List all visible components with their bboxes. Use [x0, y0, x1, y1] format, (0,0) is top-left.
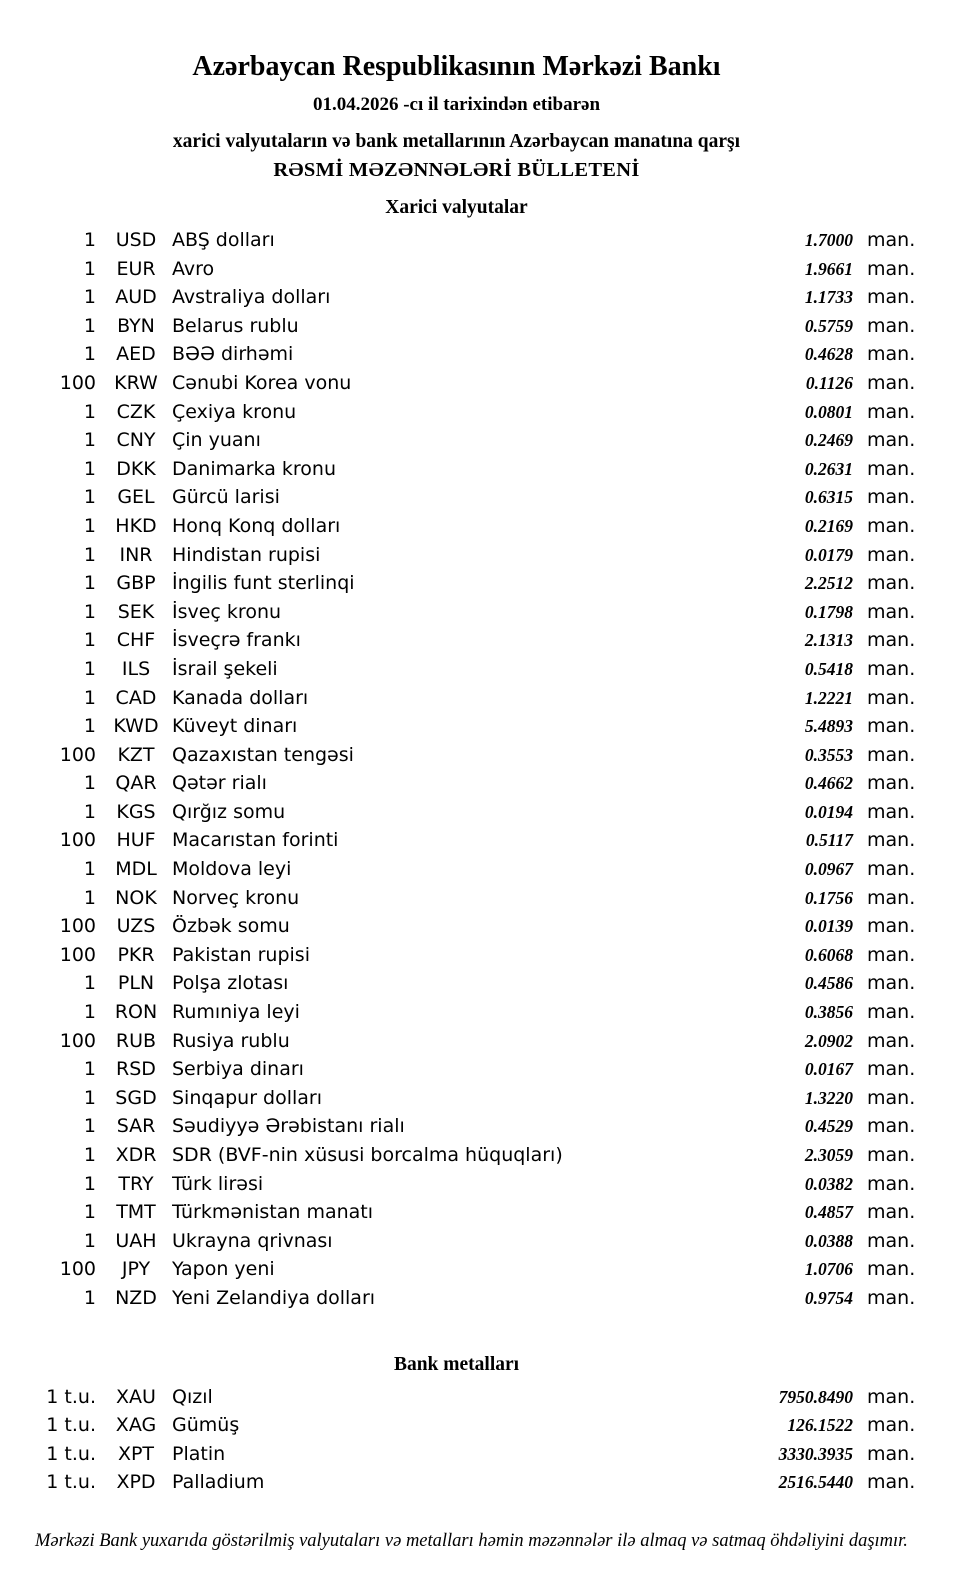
unit-label: man. [867, 371, 916, 394]
currency-name: Çexiya kronu [172, 400, 297, 423]
unit-label: man. [867, 1385, 916, 1408]
currency-name: Kanada dolları [172, 686, 309, 709]
currency-name: Özbək somu [172, 915, 290, 938]
unit-label: man. [867, 1258, 916, 1281]
currency-name: Avstraliya dolları [172, 286, 331, 309]
quantity: 1 [83, 1001, 96, 1024]
currency-section [0, 196, 916, 1313]
quantity: 1 [83, 715, 96, 738]
quantity: 100 [59, 915, 96, 938]
currency-name: Platin [172, 1442, 226, 1465]
quantity: 1 t.u. [46, 1471, 96, 1494]
rate-row [0, 398, 916, 427]
quantity: 1 [83, 886, 96, 909]
quantity: 1 [83, 1086, 96, 1109]
unit-label: man. [867, 314, 916, 337]
currency-name: Gümüş [172, 1414, 240, 1437]
currency-code: XDR [115, 1144, 157, 1166]
currency-code: DKK [116, 457, 156, 480]
rate-row [0, 998, 916, 1027]
unit-label: man. [867, 1172, 916, 1195]
quantity: 100 [59, 1029, 96, 1052]
currency-name: Yapon yeni [172, 1258, 275, 1281]
disclaimer-text: Mərkəzi Bank yuxarıda göstərilmiş valyutaları və metalları həmin məzənnələr ilə almaq və satmaq öhdəliyini daşımır. [35, 1530, 908, 1551]
rate-row [0, 1255, 916, 1284]
currency-code: PLN [117, 972, 155, 995]
rate-value: 0.4529 [804, 1116, 853, 1137]
rate-value: 0.0179 [804, 544, 853, 565]
rate-row [0, 512, 916, 541]
currency-code: NZD [115, 1286, 157, 1309]
quantity: 1 [83, 1172, 96, 1195]
unit-label: man. [867, 1471, 916, 1494]
currency-code: KWD [113, 715, 159, 738]
rate-value: 0.0139 [804, 916, 853, 937]
currency-name: Serbiya dinarı [172, 1058, 304, 1081]
currency-code: ILS [121, 657, 151, 680]
rate-value: 0.5117 [805, 830, 853, 851]
unit-label: man. [867, 486, 916, 509]
rate-row [0, 1284, 916, 1313]
quantity: 1 [83, 600, 96, 623]
currency-name: Qırğız somu [172, 800, 286, 823]
currency-code: RON [114, 1001, 158, 1024]
section-title-currencies: Xarici valyutalar [385, 197, 528, 218]
rate-value: 1.7000 [804, 230, 853, 250]
section-title-metals: Bank metalları [393, 1353, 520, 1375]
currency-code: UAH [115, 1229, 157, 1252]
quantity: 100 [59, 1258, 96, 1281]
unit-label: man. [867, 1201, 916, 1224]
currency-code: RSD [116, 1058, 156, 1081]
currency-name: Gürcü larisi [172, 486, 280, 509]
quantity: 1 t.u. [46, 1414, 96, 1437]
rate-value: 0.6068 [804, 944, 853, 965]
rate-row [0, 884, 916, 913]
quantity: 1 [83, 972, 96, 995]
unit-label: man. [867, 514, 916, 537]
rate-row [0, 426, 916, 455]
currency-code: CNY [116, 429, 156, 452]
rate-value: 0.4586 [804, 973, 853, 994]
currency-name: Macarıstan forinti [172, 829, 339, 852]
currency-name: Türk lirəsi [172, 1172, 264, 1195]
rate-row [0, 541, 916, 570]
unit-label: man. [867, 772, 916, 795]
currency-name: İsveçrə frankı [172, 629, 301, 652]
rate-row [0, 283, 916, 312]
quantity: 1 [83, 543, 96, 566]
quantity: 1 [83, 314, 96, 337]
rate-value: 0.5418 [804, 658, 853, 679]
rate-row [0, 1383, 916, 1412]
unit-label: man. [867, 858, 916, 881]
rate-value: 0.0382 [804, 1173, 853, 1194]
rate-value: 1.2221 [804, 687, 853, 708]
rate-value: 0.6315 [804, 487, 853, 508]
quantity: 1 [83, 1229, 96, 1252]
currency-name: ABŞ dolları [172, 229, 275, 251]
currency-name: Ukrayna qrivnası [172, 1229, 333, 1252]
quantity: 1 [83, 572, 96, 595]
rate-row [0, 1468, 916, 1497]
quantity: 1 [83, 657, 96, 680]
currency-name: BƏƏ dirhəmi [172, 343, 294, 366]
currency-name: Rusiya rublu [172, 1029, 290, 1052]
unit-label: man. [867, 915, 916, 938]
currency-code: BYN [117, 314, 155, 337]
quantity: 1 [83, 257, 96, 280]
quantity: 1 [83, 1286, 96, 1309]
currency-code: PKR [117, 943, 155, 966]
bulletin-title: RƏSMİ MƏZƏNNƏLƏRİ BÜLLETENİ [273, 159, 640, 181]
rate-row [0, 769, 916, 798]
currency-code: QAR [115, 772, 157, 795]
rate-value: 0.1798 [804, 601, 853, 622]
rate-value: 0.2169 [804, 515, 853, 536]
quantity: 1 [83, 400, 96, 423]
rate-row [0, 855, 916, 884]
rate-value: 0.0967 [804, 859, 853, 880]
quantity: 1 [83, 1201, 96, 1224]
currency-table [0, 226, 916, 1313]
currency-code: SAR [116, 1115, 156, 1138]
currency-code: CHF [116, 629, 156, 652]
rate-row [0, 712, 916, 741]
unit-label: man. [867, 886, 916, 909]
unit-label: man. [867, 400, 916, 423]
unit-label: man. [867, 257, 916, 280]
rate-row [0, 1084, 916, 1113]
unit-label: man. [867, 1144, 916, 1166]
rate-row [0, 1141, 916, 1170]
rate-row [0, 312, 916, 341]
rate-value: 0.9754 [804, 1287, 853, 1308]
unit-label: man. [867, 1029, 916, 1052]
rate-value: 3330.3935 [778, 1443, 853, 1464]
rate-value: 0.0194 [804, 801, 853, 822]
currency-name: İsrail şekeli [172, 657, 278, 680]
rate-value: 0.4662 [804, 773, 853, 794]
rate-row [0, 340, 916, 369]
currency-code: XPT [117, 1442, 155, 1465]
currency-name: Rumıniya leyi [172, 1001, 300, 1024]
quantity: 1 [83, 686, 96, 709]
unit-label: man. [867, 572, 916, 595]
rate-row [0, 226, 916, 255]
quantity: 1 [83, 1144, 96, 1166]
rate-value: 0.5759 [804, 315, 853, 336]
currency-code: UZS [116, 915, 156, 938]
currency-name: Honq Konq dolları [172, 514, 341, 537]
quantity: 1 [83, 429, 96, 452]
currency-code: XAG [115, 1414, 157, 1437]
quantity: 1 [83, 486, 96, 509]
currency-name: Polşa zlotası [172, 972, 289, 995]
rate-value: 1.9661 [804, 258, 853, 279]
currency-code: INR [119, 543, 153, 566]
rate-value: 0.0801 [804, 401, 853, 422]
currency-code: KZT [117, 743, 155, 766]
rate-row [0, 1055, 916, 1084]
unit-label: man. [867, 229, 916, 251]
rate-value: 126.1522 [787, 1415, 853, 1436]
rate-value: 2516.5440 [778, 1472, 853, 1493]
unit-label: man. [867, 943, 916, 966]
currency-code: XPD [116, 1471, 156, 1494]
rate-row [0, 684, 916, 713]
currency-name: Hindistan rupisi [172, 543, 321, 566]
currency-code: GBP [116, 572, 156, 595]
currency-code: NOK [115, 886, 157, 909]
rate-row [0, 1027, 916, 1056]
unit-label: man. [867, 343, 916, 366]
currency-name: İngilis funt sterlinqi [172, 572, 355, 595]
rate-row [0, 1170, 916, 1199]
quantity: 1 t.u. [46, 1442, 96, 1465]
currency-name: Yeni Zelandiya dolları [172, 1286, 376, 1309]
unit-label: man. [867, 1001, 916, 1024]
rate-row [0, 969, 916, 998]
rate-value: 0.0167 [804, 1059, 853, 1080]
rate-row [0, 1198, 916, 1227]
currency-code: KGS [116, 800, 156, 823]
bulletin-subtitle: xarici valyutaların və bank metallarının Azərbaycan manatına qarşı [172, 131, 741, 152]
quantity: 1 [83, 1115, 96, 1138]
currency-name: Norveç kronu [172, 886, 300, 909]
currency-name: Türkmənistan manatı [172, 1201, 374, 1224]
rate-value: 0.3856 [804, 1002, 853, 1023]
rate-value: 1.3220 [804, 1087, 853, 1108]
quantity: 1 [83, 772, 96, 795]
unit-label: man. [867, 1286, 916, 1309]
currency-name: Səudiyyə Ərəbistanı rialı [172, 1115, 405, 1138]
currency-name: Çin yuanı [172, 429, 261, 452]
currency-code: USD [115, 229, 157, 251]
currency-code: GEL [117, 486, 155, 509]
unit-label: man. [867, 715, 916, 738]
unit-label: man. [867, 1115, 916, 1138]
currency-code: TRY [118, 1172, 154, 1195]
currency-code: RUB [115, 1029, 157, 1052]
unit-label: man. [867, 829, 916, 852]
currency-name: Qətər rialı [172, 772, 267, 795]
rate-value: 7950.8490 [778, 1386, 853, 1407]
rate-value: 0.4628 [804, 344, 853, 365]
quantity: 1 [83, 457, 96, 480]
unit-label: man. [867, 657, 916, 680]
currency-code: SGD [115, 1086, 157, 1109]
rate-row [0, 912, 916, 941]
currency-code: AED [116, 343, 156, 366]
quantity: 1 [83, 343, 96, 366]
rate-row [0, 569, 916, 598]
quantity: 1 t.u. [46, 1385, 96, 1408]
rate-row [0, 598, 916, 627]
currency-name: Qızıl [172, 1385, 213, 1408]
rate-row [0, 1411, 916, 1440]
rate-value: 5.4893 [804, 716, 853, 737]
currency-code: CAD [115, 686, 157, 709]
unit-label: man. [867, 1414, 916, 1437]
currency-name: Belarus rublu [172, 314, 299, 337]
currency-name: Cənubi Korea vonu [172, 371, 352, 394]
unit-label: man. [867, 1058, 916, 1081]
rate-value: 1.1733 [804, 287, 853, 308]
quantity: 1 [83, 858, 96, 881]
currency-name: Pakistan rupisi [172, 943, 310, 966]
rate-row [0, 655, 916, 684]
quantity: 1 [83, 286, 96, 309]
rate-value: 0.3553 [804, 744, 853, 765]
currency-code: XAU [116, 1385, 156, 1408]
currency-name: Sinqapur dolları [172, 1086, 323, 1109]
currency-name: İsveç kronu [172, 600, 282, 623]
currency-code: EUR [116, 257, 156, 280]
rate-value: 2.2512 [804, 573, 853, 594]
rate-value: 0.1756 [804, 887, 853, 908]
unit-label: man. [867, 800, 916, 823]
currency-name: Küveyt dinarı [172, 715, 298, 738]
rate-row [0, 626, 916, 655]
unit-label: man. [867, 543, 916, 566]
unit-label: man. [867, 743, 916, 766]
currency-name: Avro [172, 257, 215, 280]
quantity: 1 [83, 1058, 96, 1081]
currency-name: Moldova leyi [172, 858, 292, 881]
unit-label: man. [867, 600, 916, 623]
rate-row [0, 826, 916, 855]
rate-value: 0.2469 [804, 430, 853, 451]
currency-code: CZK [116, 400, 156, 423]
quantity: 100 [59, 371, 96, 394]
rate-row [0, 1440, 916, 1469]
rate-value: 0.4857 [804, 1202, 853, 1223]
bulletin-header [0, 50, 913, 184]
rate-row [0, 455, 916, 484]
currency-name: Danimarka kronu [172, 457, 337, 480]
unit-label: man. [867, 429, 916, 452]
rate-row [0, 483, 916, 512]
rate-row [0, 255, 916, 284]
currency-code: KRW [114, 371, 158, 394]
rate-value: 0.2631 [804, 458, 853, 479]
rate-row [0, 369, 916, 398]
currency-name: Palladium [172, 1471, 265, 1494]
unit-label: man. [867, 1086, 916, 1109]
effective-date: 01.04.2026 -cı il tarixindən etibarən [312, 94, 601, 115]
unit-label: man. [867, 686, 916, 709]
currency-name: SDR (BVF-nin xüsusi borcalma hüquqları) [172, 1144, 563, 1166]
rate-value: 2.0902 [804, 1030, 853, 1051]
unit-label: man. [867, 1229, 916, 1252]
rate-row [0, 798, 916, 827]
currency-code: SEK [117, 600, 155, 623]
currency-name: Qazaxıstan tengəsi [172, 743, 354, 766]
rate-value: 2.1313 [804, 630, 853, 651]
metals-table [0, 1383, 916, 1497]
quantity: 1 [83, 629, 96, 652]
unit-label: man. [867, 286, 916, 309]
rate-value: 2.3059 [804, 1145, 853, 1165]
rate-row [0, 1112, 916, 1141]
quantity: 1 [83, 514, 96, 537]
unit-label: man. [867, 972, 916, 995]
quantity: 100 [59, 943, 96, 966]
rate-value: 0.1126 [805, 372, 853, 393]
currency-code: TMT [116, 1201, 156, 1224]
currency-code: JPY [121, 1258, 151, 1281]
unit-label: man. [867, 457, 916, 480]
quantity: 1 [83, 229, 96, 251]
bank-title: Azərbaycan Respublikasının Mərkəzi Bankı [192, 51, 721, 82]
currency-code: AUD [115, 286, 157, 309]
currency-code: HUF [116, 829, 156, 852]
rate-row [0, 741, 916, 770]
unit-label: man. [867, 629, 916, 652]
currency-code: HKD [115, 514, 157, 537]
currency-code: MDL [115, 858, 157, 881]
quantity: 100 [59, 743, 96, 766]
unit-label: man. [867, 1442, 916, 1465]
rate-row [0, 941, 916, 970]
quantity: 1 [83, 800, 96, 823]
metals-section [0, 1353, 916, 1497]
rate-value: 0.0388 [804, 1230, 853, 1251]
rate-value: 1.0706 [804, 1259, 853, 1280]
quantity: 100 [59, 829, 96, 852]
rate-row [0, 1227, 916, 1256]
